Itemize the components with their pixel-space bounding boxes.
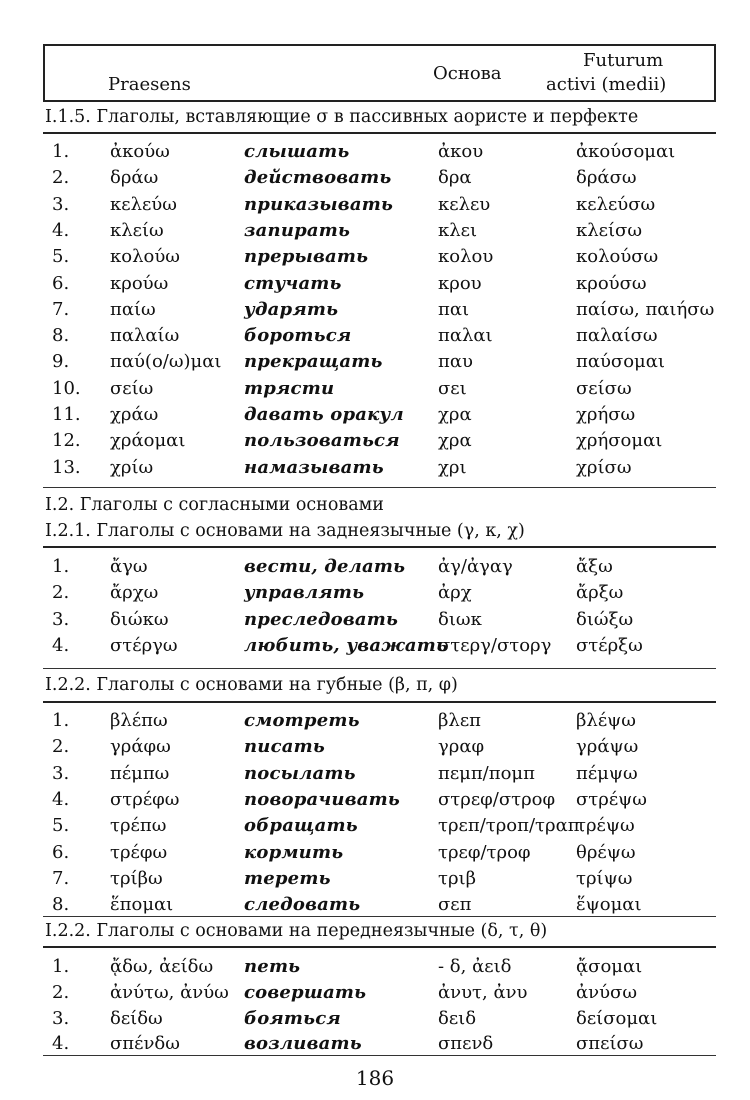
- russian-meaning: совершать: [244, 981, 367, 1003]
- greek-verb: ἕπομαι: [110, 894, 174, 916]
- future-form: σείσω: [576, 377, 632, 399]
- russian-meaning: прерывать: [244, 246, 369, 268]
- greek-verb: κολούω: [110, 246, 180, 268]
- greek-verb: κρούω: [110, 272, 169, 294]
- future-form: τρίψω: [576, 867, 633, 889]
- stem: χρα: [438, 430, 472, 452]
- stem: διωκ: [438, 608, 482, 630]
- future-form: κελεύσω: [576, 193, 656, 215]
- future-form: πέμψω: [576, 762, 638, 784]
- table-row: [0, 272, 750, 298]
- russian-meaning: запирать: [244, 219, 351, 241]
- row-number: 6.: [52, 272, 70, 294]
- greek-verb: σπένδω: [110, 1033, 180, 1055]
- russian-meaning: стучать: [244, 272, 342, 294]
- row-number: 2.: [52, 167, 70, 189]
- header-praesens: Praesens: [108, 74, 191, 95]
- stem: σει: [438, 377, 467, 399]
- russian-meaning: давать оракул: [244, 404, 404, 425]
- greek-verb: διώκω: [110, 608, 169, 630]
- greek-verb: ἀνύτω, ἀνύω: [110, 981, 229, 1003]
- stem: χρα: [438, 404, 472, 425]
- russian-meaning: поворачивать: [244, 788, 400, 810]
- table-row: [0, 140, 750, 166]
- section-title: I.2.2. Глаголы с основами на переднеязычные (δ, τ, θ): [45, 921, 548, 941]
- stem: τρεπ/τροπ/τραπ: [438, 815, 580, 837]
- future-form: κλείσω: [576, 219, 643, 241]
- stem: παυ: [438, 351, 473, 373]
- future-form: ἀνύσω: [576, 981, 638, 1003]
- greek-verb: κελεύω: [110, 193, 177, 215]
- future-form: χρήσω: [576, 404, 636, 425]
- stem: κλει: [438, 219, 478, 241]
- stem: σπενδ: [438, 1033, 494, 1055]
- table-row: [0, 403, 750, 429]
- table-row: [0, 867, 750, 893]
- stem: γραφ: [438, 736, 485, 758]
- section-rule: [43, 946, 716, 948]
- stem: ἀρχ: [438, 582, 472, 604]
- russian-meaning: петь: [244, 956, 301, 977]
- russian-meaning: приказывать: [244, 193, 394, 215]
- russian-meaning: ударять: [244, 298, 339, 320]
- future-form: ἕψομαι: [576, 894, 642, 916]
- table-row: [0, 219, 750, 245]
- row-number: 3.: [52, 608, 70, 630]
- stem: ἀκου: [438, 141, 484, 162]
- table-row: [0, 814, 750, 840]
- section-rule: [43, 916, 716, 917]
- future-form: σπείσω: [576, 1033, 644, 1055]
- page-number: 186: [355, 1066, 395, 1090]
- russian-meaning: бороться: [244, 325, 352, 347]
- row-number: 4.: [52, 1033, 70, 1055]
- greek-verb: δείδω: [110, 1007, 163, 1029]
- row-number: 5.: [52, 246, 70, 268]
- section-title: I.2.2. Глаголы с основами на губные (β, π, φ): [45, 675, 458, 695]
- greek-verb: χράομαι: [110, 430, 186, 452]
- stem: κολου: [438, 246, 494, 268]
- greek-verb: κλείω: [110, 219, 164, 241]
- greek-verb: παύ(ο/ω)μαι: [110, 351, 222, 373]
- row-number: 1.: [52, 141, 70, 162]
- stem: ἀγ/ἀγαγ: [438, 556, 513, 577]
- table-row: [0, 350, 750, 376]
- future-form: χρίσω: [576, 456, 632, 478]
- subsection-title: I.2.1. Глаголы с основами на заднеязычные (γ, κ, χ): [45, 521, 525, 541]
- row-number: 13.: [52, 456, 81, 478]
- future-form: ἄρξω: [576, 582, 624, 604]
- stem: κρου: [438, 272, 482, 294]
- greek-verb: βλέπω: [110, 710, 168, 731]
- greek-verb: παλαίω: [110, 325, 180, 347]
- greek-verb: τρίβω: [110, 867, 163, 889]
- table-row: [0, 1007, 750, 1033]
- greek-verb: ἄγω: [110, 556, 148, 577]
- row-number: 4.: [52, 788, 70, 810]
- row-number: 4.: [52, 219, 70, 241]
- row-number: 3.: [52, 1007, 70, 1029]
- stem: κελευ: [438, 193, 491, 215]
- future-form: γράψω: [576, 736, 639, 758]
- stem: στεργ/στοργ: [438, 634, 552, 656]
- row-number: 2.: [52, 981, 70, 1003]
- section-rule: [43, 701, 716, 703]
- table-row: [0, 324, 750, 350]
- section-title: I.2. Глаголы с согласными основами: [45, 495, 384, 515]
- russian-meaning: преследовать: [244, 608, 399, 630]
- future-form: χρήσομαι: [576, 430, 663, 452]
- row-number: 3.: [52, 193, 70, 215]
- row-number: 3.: [52, 762, 70, 784]
- header-futurum-line2: activi (medii): [546, 74, 667, 95]
- future-form: διώξω: [576, 608, 634, 630]
- russian-meaning: слышать: [244, 141, 350, 162]
- table-row: [0, 429, 750, 455]
- greek-verb: ᾄδω, ἀείδω: [110, 956, 214, 977]
- row-number: 8.: [52, 894, 70, 916]
- stem: παι: [438, 298, 470, 320]
- greek-verb: τρέπω: [110, 815, 167, 837]
- future-form: ᾄσομαι: [576, 956, 643, 977]
- table-row: [0, 456, 750, 482]
- table-row: [0, 298, 750, 324]
- stem: πεμπ/πομπ: [438, 762, 535, 784]
- russian-meaning: пользоваться: [244, 430, 400, 452]
- future-form: παλαίσω: [576, 325, 658, 347]
- russian-meaning: вести, делать: [244, 556, 406, 577]
- russian-meaning: бояться: [244, 1007, 341, 1029]
- row-number: 2.: [52, 582, 70, 604]
- greek-verb: τρέφω: [110, 841, 168, 863]
- greek-verb: δράω: [110, 167, 159, 189]
- russian-meaning: любить, уважать: [244, 634, 449, 656]
- stem: παλαι: [438, 325, 493, 347]
- greek-verb: ἄρχω: [110, 582, 159, 604]
- future-form: στρέψω: [576, 788, 647, 810]
- greek-verb: σείω: [110, 377, 154, 399]
- stem: τρεφ/τροφ: [438, 841, 531, 863]
- future-form: κολούσω: [576, 246, 659, 268]
- russian-meaning: прекращать: [244, 351, 383, 373]
- stem: βλεπ: [438, 710, 481, 731]
- russian-meaning: обращать: [244, 815, 358, 837]
- row-number: 2.: [52, 736, 70, 758]
- table-row: [0, 166, 750, 192]
- russian-meaning: следовать: [244, 894, 361, 916]
- header-osnova: Основа: [433, 63, 502, 84]
- stem: δρα: [438, 167, 472, 189]
- table-row: [0, 245, 750, 271]
- future-form: τρέψω: [576, 815, 635, 837]
- row-number: 8.: [52, 325, 70, 347]
- section-rule: [43, 487, 716, 488]
- greek-verb: χράω: [110, 404, 159, 425]
- stem: ἀνυτ, ἀνυ: [438, 981, 528, 1003]
- russian-meaning: смотреть: [244, 710, 360, 731]
- table-row: [0, 762, 750, 788]
- future-form: στέρξω: [576, 634, 643, 656]
- russian-meaning: намазывать: [244, 456, 384, 478]
- row-number: 6.: [52, 841, 70, 863]
- table-row: [0, 955, 750, 981]
- future-form: δείσομαι: [576, 1007, 658, 1029]
- row-number: 7.: [52, 298, 70, 320]
- greek-verb: στέργω: [110, 634, 178, 656]
- future-form: παύσομαι: [576, 351, 665, 373]
- table-header: [43, 44, 716, 102]
- stem: στρεφ/στροφ: [438, 788, 556, 810]
- table-row: [0, 608, 750, 634]
- greek-verb: στρέφω: [110, 788, 180, 810]
- table-row: [0, 841, 750, 867]
- table-row: [0, 555, 750, 581]
- stem: - δ, ἀειδ: [438, 956, 512, 977]
- section-rule: [43, 132, 716, 134]
- russian-meaning: возливать: [244, 1033, 362, 1055]
- future-form: παίσω, παιήσω: [576, 298, 715, 320]
- table-row: [0, 735, 750, 761]
- future-form: δράσω: [576, 167, 637, 189]
- row-number: 11.: [52, 404, 81, 425]
- future-form: κρούσω: [576, 272, 647, 294]
- table-row: [0, 634, 750, 660]
- russian-meaning: кормить: [244, 841, 344, 863]
- greek-verb: πέμπω: [110, 762, 170, 784]
- table-row: [0, 581, 750, 607]
- russian-meaning: писать: [244, 736, 325, 758]
- row-number: 1.: [52, 556, 70, 577]
- row-number: 1.: [52, 710, 70, 731]
- russian-meaning: управлять: [244, 582, 365, 604]
- row-number: 5.: [52, 815, 70, 837]
- table-row: [0, 981, 750, 1007]
- stem: σεπ: [438, 894, 472, 916]
- header-futurum-line1: Futurum: [583, 50, 664, 71]
- future-form: θρέψω: [576, 841, 636, 863]
- russian-meaning: трясти: [244, 377, 335, 399]
- greek-verb: χρίω: [110, 456, 154, 478]
- section-rule: [43, 668, 716, 669]
- table-row: [0, 709, 750, 735]
- future-form: ἀκούσομαι: [576, 141, 676, 162]
- greek-verb: γράφω: [110, 736, 171, 758]
- stem: τριβ: [438, 867, 477, 889]
- russian-meaning: посылать: [244, 762, 356, 784]
- table-row: [0, 193, 750, 219]
- row-number: 7.: [52, 867, 70, 889]
- future-form: ἄξω: [576, 556, 613, 577]
- russian-meaning: тереть: [244, 867, 331, 889]
- table-row: [0, 788, 750, 814]
- section-rule: [43, 1055, 716, 1056]
- section-title: I.1.5. Глаголы, вставляющие σ в пассивных аористе и перфекте: [45, 107, 639, 127]
- row-number: 4.: [52, 634, 70, 656]
- greek-verb: παίω: [110, 298, 156, 320]
- greek-verb: ἀκούω: [110, 141, 170, 162]
- row-number: 1.: [52, 956, 70, 977]
- stem: χρι: [438, 456, 467, 478]
- row-number: 10.: [52, 377, 81, 399]
- row-number: 9.: [52, 351, 70, 373]
- table-row: [0, 377, 750, 403]
- future-form: βλέψω: [576, 710, 636, 731]
- russian-meaning: действовать: [244, 167, 392, 189]
- stem: δειδ: [438, 1007, 477, 1029]
- row-number: 12.: [52, 430, 81, 452]
- section-rule: [43, 546, 716, 548]
